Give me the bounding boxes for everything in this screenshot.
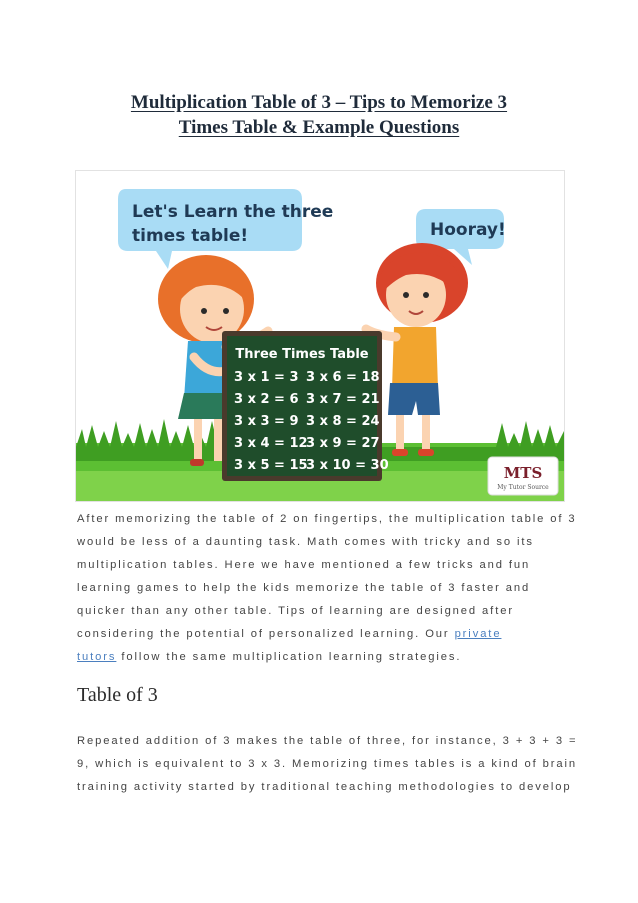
board-row-3-right: 3 x 8 = 24 xyxy=(306,414,380,429)
intro-line-4: learning games to help the kids memorize the table of 3 faster and xyxy=(77,582,531,594)
illustration-svg xyxy=(76,171,564,501)
section-line-2: 9, which is equivalent to 3 x 3. Memorizing times tables is a kind of brain xyxy=(77,758,578,770)
mts-logo xyxy=(488,457,558,495)
private-tutors-link-part-2[interactable]: tutors xyxy=(77,651,117,663)
title-line-1: Multiplication Table of 3 – Tips to Memorize 3 xyxy=(130,92,508,113)
bubble-right-text: Hooray! xyxy=(430,220,506,240)
intro-line-1: After memorizing the table of 2 on fingertips, the multiplication table of 3 xyxy=(77,513,577,525)
board-row-3-left: 3 x 3 = 9 xyxy=(234,414,299,429)
board-row-2-left: 3 x 2 = 6 xyxy=(234,392,299,407)
intro-line-2: would be less of a daunting task. Math comes with tricky and so its xyxy=(77,536,534,548)
section-heading-table-of-3: Table of 3 xyxy=(77,684,158,706)
section-line-1: Repeated addition of 3 makes the table of three, for instance, 3 + 3 + 3 = xyxy=(77,735,578,747)
logo-subtitle: My Tutor Source xyxy=(497,484,549,491)
intro-line-3: multiplication tables. Here we have mentioned a few tricks and fun xyxy=(77,559,531,571)
board-row-1-left: 3 x 1 = 3 xyxy=(234,370,299,385)
board-row-5-left: 3 x 5 = 15 xyxy=(234,458,308,473)
intro-line-6-text: considering the potential of personalized learning. Our xyxy=(77,628,455,640)
hero-illustration xyxy=(75,170,565,502)
intro-line-7 xyxy=(77,646,567,669)
page-title xyxy=(60,90,578,140)
intro-line-7-text: follow the same multiplication learning strategies. xyxy=(116,651,462,663)
chalkboard xyxy=(222,331,389,481)
board-row-2-right: 3 x 7 = 21 xyxy=(306,392,380,407)
board-row-5-right: 3 x 10 = 30 xyxy=(306,458,389,473)
intro-line-5: quicker than any other table. Tips of learning are designed after xyxy=(77,605,514,617)
board-row-4-left: 3 x 4 = 12 xyxy=(234,436,308,451)
bubble-left-text-2: times table! xyxy=(132,226,249,246)
private-tutors-link-part-1[interactable]: private xyxy=(454,628,502,640)
section-paragraph xyxy=(77,730,578,799)
board-row-1-right: 3 x 6 = 18 xyxy=(306,370,380,385)
logo-mark: MTS xyxy=(503,464,543,482)
section-line-3: training activity started by traditional teaching methodologies to develop xyxy=(77,781,572,793)
title-line-2: Times Table & Example Questions xyxy=(178,117,460,138)
intro-line-6 xyxy=(77,623,567,646)
bubble-left-text-1: Let's Learn the three xyxy=(132,202,334,222)
board-row-4-right: 3 x 9 = 27 xyxy=(306,436,380,451)
board-title: Three Times Table xyxy=(235,347,369,362)
intro-paragraph xyxy=(77,508,577,669)
